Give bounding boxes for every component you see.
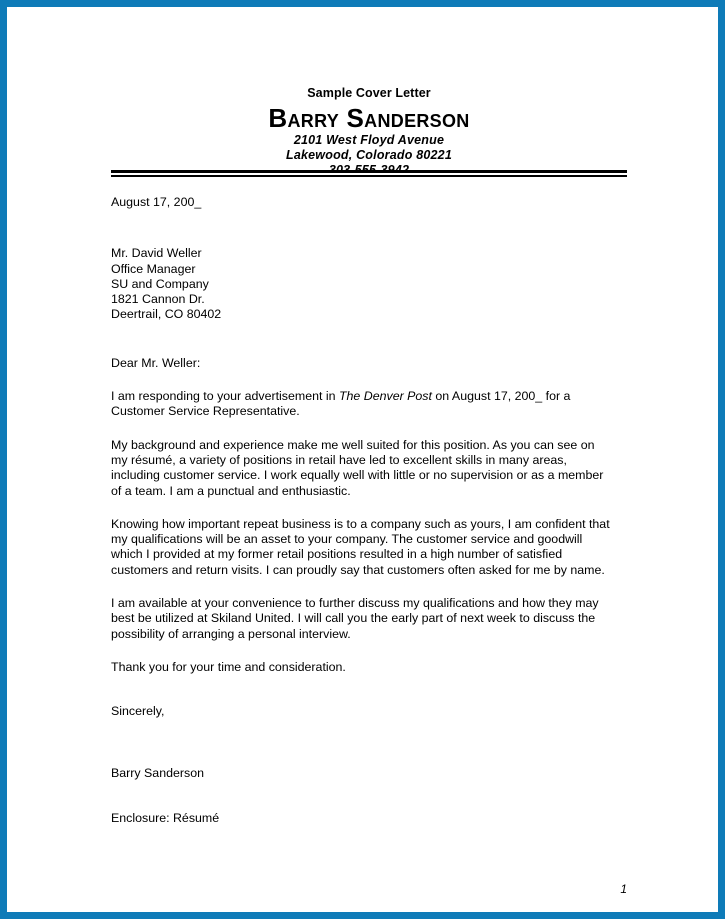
- recipient-title: Office Manager: [111, 261, 196, 276]
- enclosure-line: Enclosure: Résumé: [111, 810, 220, 825]
- paragraph-1-text-before: I am responding to your advertisement in: [111, 389, 339, 404]
- sender-street: 2101 West Floyd Avenue: [293, 133, 445, 147]
- closing-salutation: Sincerely,: [111, 704, 165, 719]
- document-label: Sample Cover Letter: [307, 86, 431, 100]
- body-paragraph-5: Thank you for your time and consideration.: [111, 659, 346, 674]
- body-paragraph-4: I am available at your convenience to further discuss my qualifications and how they may best be utilized at Skiland United. I will call you the early part of next week to discuss the possibility of arranging a personal interview.: [111, 596, 599, 641]
- letter-date: August 17, 200_: [111, 195, 202, 209]
- salutation: Dear Mr. Weller:: [111, 355, 201, 370]
- signature-name: Barry Sanderson: [111, 765, 204, 780]
- letter-body: [111, 195, 613, 826]
- body-paragraph-1: [111, 389, 613, 420]
- sender-city-state-zip: Lakewood, Colorado 80221: [286, 148, 452, 162]
- recipient-company: SU and Company: [111, 276, 209, 291]
- recipient-street: 1821 Cannon Dr.: [111, 292, 205, 307]
- sender-name: Barry Sanderson: [268, 103, 470, 133]
- recipient-city-state-zip: Deertrail, CO 80402: [111, 307, 222, 322]
- body-paragraph-3: Knowing how important repeat business is to a company such as yours, I am confident that my qualifications will be an asset to your company. The customer service and goodwill which I provided at my former retail positions resulted in a high number of satisfied customers and return visits. I can proudly say that customers often asked for me by name.: [111, 516, 610, 577]
- letter-page: [7, 7, 718, 912]
- letterhead: [111, 85, 627, 178]
- page-number: 1: [620, 882, 627, 896]
- recipient-address-block: [111, 246, 613, 322]
- divider-line-thin: [111, 175, 627, 177]
- publication-name: The Denver Post: [338, 389, 432, 404]
- recipient-name: Mr. David Weller: [111, 246, 202, 261]
- letterhead-divider: [111, 170, 627, 177]
- body-paragraph-2: My background and experience make me well suited for this position. As you can see on my résumé, a variety of positions in retail have led to excellent skills in many areas, including customer service. I work equally well with little or no supervision or as a member of a team. I am a punctual and enthusiastic.: [111, 437, 604, 498]
- paragraph-1-text-after: on August 17, 200_ for a Customer Service Representative.: [111, 389, 571, 419]
